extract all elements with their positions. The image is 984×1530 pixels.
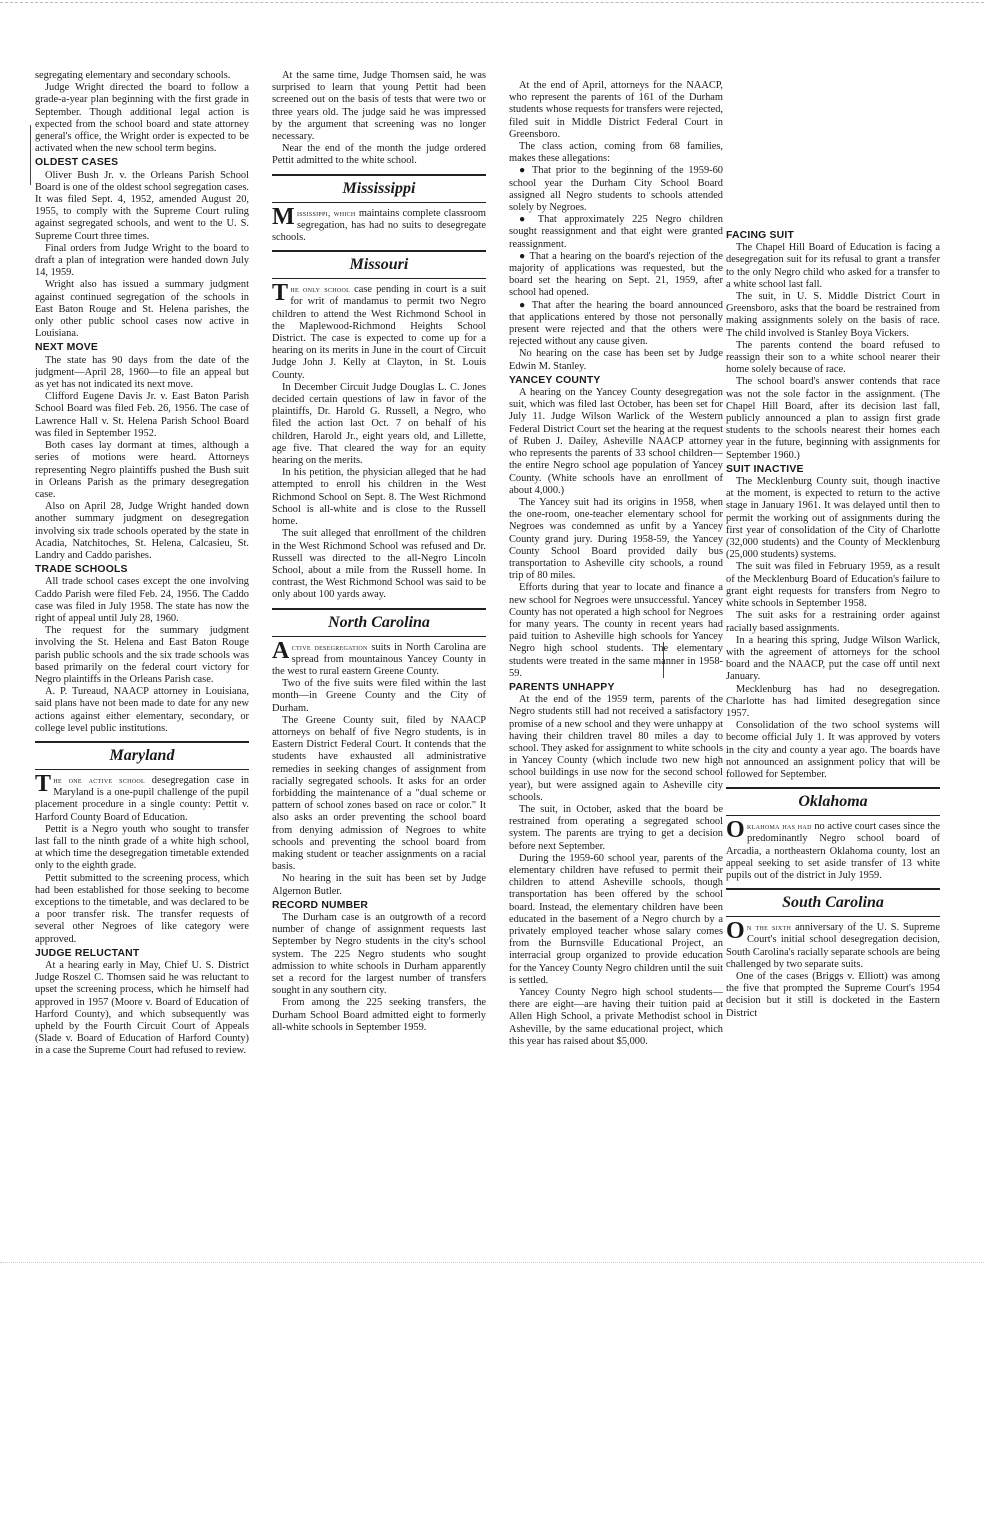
bullet-paragraph: ● That prior to the beginning of the 1959-60 school year the Durham City School Board assigned all Negro students to schools attended solely by Negroes. (509, 165, 723, 214)
section-title: Missouri (349, 256, 409, 274)
subheading-trade-schools: TRADE SCHOOLS (35, 564, 128, 576)
paragraph: Final orders from Judge Wright to the board to draft a plan of integration were handed down July 14, 1959. (35, 242, 249, 279)
section-header-maryland (35, 741, 249, 770)
paragraph: The parents contend the board refused to reassign their son to a white school nearer their home solely because of race. (726, 339, 940, 376)
subheading-oldest-cases: OLDEST CASES (35, 157, 119, 169)
lead-smallcaps: Mississippi, which (272, 203, 356, 230)
bullet-paragraph: ● That a hearing on the board's rejection of the majority of applications was requested, but the board set the hearing on Sept. 21, 1959, after school had opened. (509, 250, 723, 299)
subheading-next-move: NEXT MOVE (35, 342, 98, 354)
paragraph: At the end of the 1959 term, parents of the Negro students still had not received a satisfactory promise of a new school and they were unhappy at having their children travel 80 miles a day to school. They asked for assignment to white schools in Yancey County (which include two new high school buildings in use now for the second school year), but were assigned again to Asheville city schools. (509, 694, 723, 803)
paragraph: Oliver Bush Jr. v. the Orleans Parish School Board is one of the oldest school segregation cases. It was filed Sept. 4, 1952, amended August 20, 1955, to comply with the Supreme Court ruling against segregated schools, and went to the U. S. Supreme Court three times. (35, 169, 249, 242)
lead-smallcaps: Oklahoma has had (726, 817, 812, 844)
paragraph: A hearing on the Yancey County desegregation suit, which was filed last October, has been set for July 11. Judge Wilson Warlick of the Western Federal District Court set the hearing at the request of Ruben J. Dailey, Asheville NAACP attorney who represents the parents of 33 school children—the entire Negro school age population of Yancey County. (White schools have an enrollment of about 4,000.) (509, 387, 723, 496)
paragraph: Efforts during that year to locate and finance a new school for Negroes were unsuccessful. Yancey County has not operated a high school for Negroes for many years. The county in recent years had paid tuition to Asheville high schools for Yancey Negro high school students. The elementary students were treated in the same manner in 1958-59. (509, 582, 723, 679)
paragraph: The state has 90 days from the date of the judgment—April 28, 1960—to file an appeal but as yet has not indicated its next move. (35, 354, 249, 391)
lead-paragraph (726, 918, 940, 971)
section-rule (272, 202, 486, 203)
subheading-suit-inactive: SUIT INACTIVE (726, 463, 804, 475)
paragraph: The request for the summary judgment involving the St. Helena and East Baton Rouge parish public schools and the six trade schools was based primarily on the federal court victory for Negro plaintiffs in the Orleans Parish case. (35, 625, 249, 685)
paragraph: The Durham case is an outgrowth of a record number of change of assignment requests last September by Negro students in the city's school system. The 225 Negro students who sought admission to white schools in Durham apparently set a record for the largest number of transfers sought in any southern city. (272, 911, 486, 997)
paragraph: Mecklenburg has had no desegregation. Charlotte has had limited desegregation since 1957. (726, 683, 940, 719)
paragraph: The suit asks for a restraining order against racially based assignments. (726, 610, 940, 634)
lead-text: anniversary of the U. S. Supreme Court's initial school desegregation decision, South Carolina's racially separate schools are being challenged by two separate suits. (726, 922, 940, 970)
lead-paragraph (272, 637, 486, 679)
paragraph: Consolidation of the two school systems will become official July 1. It was approved by voters in the city and county a year ago. The boards have not announced an assignment policy that will be followed for September. (726, 720, 940, 780)
column-3 (509, 80, 723, 1245)
paragraph: Clifford Eugene Davis Jr. v. East Baton Parish School Board was filed Feb. 26, 1956. The case of Lawrence Hall v. St. Helena Parish School Board was filed in September 1952. (35, 391, 249, 439)
subheading-record-number: RECORD NUMBER (272, 899, 369, 911)
paragraph: The school board's answer contends that race was not the sole factor in the assignment. (The Chapel Hill Board, after its decision last fall, publicly announced a plan to assign first grade students to the schools nearest their homes each year in the future, beginning with assignments for September 1960.) (726, 376, 940, 461)
paragraph: At the same time, Judge Thomsen said, he was surprised to learn that young Pettit had been screened out on the basis of tests that were two or three years old. The judge said he was impressed by the argument that screening was no longer necessary. (272, 70, 486, 143)
bullet-paragraph: ● That approximately 225 Negro children sought reassignment and that eight were granted reassignment. (509, 214, 723, 250)
lead-paragraph (272, 280, 486, 382)
section-header-south-carolina (726, 888, 940, 917)
paragraph: The class action, coming from 68 families, makes these allegations: (509, 141, 723, 165)
paragraph: During the 1959-60 school year, parents of the elementary children have refused to permit their children to attend Asheville schools, though transportation has been offered by the school board. Instead, the elementary children have been educated in the basement of a Negro church by a privately employed teacher whose salary comes from the Burnsville Educational Project, an interracial group organized to provide education for the Yancey County Negro children until the suit is settled. (509, 852, 723, 986)
paragraph: The Greene County suit, filed by NAACP attorneys on behalf of five Negro students, is in Eastern District Federal Court. It contends that the students have exhausted all administrative remedies in seeking changes of assignment from racially segregated schools. It asks for an order forbidding the maintenance of a "dual scheme or pattern of school zones based on race or color." It also asks an order preventing the school board from denying admission of Negroes to white schools and preventing the school board from making student or teacher assignments on a racial basis. (272, 714, 486, 873)
lead-paragraph (272, 203, 486, 245)
paragraph: Two of the five suits were filed within the last month—in Greene County and the City of Durham. (272, 678, 486, 714)
section-rule (726, 787, 940, 789)
paragraph: All trade school cases except the one involving Caddo Parish were filed Feb. 24, 1956. The Caddo case was filed in July 1958. The state has now the right of appeal until July 28, 1960. (35, 576, 249, 624)
paragraph: A. P. Tureaud, NAACP attorney in Louisiana, said plans have not been made to date for any new actions against either elementary, secondary, or college level public institutions. (35, 686, 249, 734)
section-header-north-carolina (272, 608, 486, 637)
section-header-oklahoma (726, 787, 940, 816)
subheading-yancey-county: YANCEY COUNTY (509, 374, 601, 386)
section-header-missouri (272, 250, 486, 279)
subheading-parents-unhappy: PARENTS UNHAPPY (509, 681, 615, 693)
section-rule (726, 916, 940, 917)
section-header-mississippi (272, 174, 486, 203)
paragraph: One of the cases (Briggs v. Elliott) was among the five that prompted the Supreme Court's 1954 decision but it still is docketed in the Eastern District (726, 970, 940, 1019)
section-rule (35, 741, 249, 743)
lead-smallcaps: On the sixth (726, 918, 792, 945)
section-rule (35, 769, 249, 770)
paragraph: The suit alleged that enrollment of the children in the West Richmond School was refused and Dr. Russell was directed to the all-Negro Lincoln School, about a mile from the Russell home. In contrast, the West Richmond School was said to be only about 100 yards away. (272, 528, 486, 601)
section-rule (272, 608, 486, 610)
paragraph: Judge Wright directed the board to follow a grade-a-year plan beginning with the first grade in September. Though additional legal action is expected from the school board and state attorney general's office, the Wright order is expected to be activated when the new school term begins. (35, 82, 249, 155)
section-rule (726, 815, 940, 816)
paragraph: In December Circuit Judge Douglas L. C. Jones decided certain questions of law in favor of the plaintiffs, Dr. Harold G. Russell, a Negro, who filed the action last Oct. 7 on behalf of his children, Harold Jr., eight years old, and Lillette, age five. That cleared the way for an equity hearing on the merits. (272, 381, 486, 467)
paragraph: Near the end of the month the judge ordered Pettit admitted to the white school. (272, 143, 486, 167)
section-rule (726, 888, 940, 890)
column-1 (35, 70, 249, 1245)
paragraph: Both cases lay dormant at times, although a series of motions were heard. Attorneys representing Negro plaintiffs pushed the Bush suit in Orleans Parish as the primary desegregation case. (35, 440, 249, 500)
lead-text: desegregation case in Maryland is a one-pupil challenge of the pupil placement procedure in a single county: Pettit v. Harford County Board of Education. (35, 774, 249, 823)
paragraph: segregating elementary and secondary schools. (35, 70, 231, 81)
paragraph: Pettit is a Negro youth who sought to transfer last fall to the ninth grade of a white high school, at which time the desegregation timetable extended only to the eighth grade. (35, 823, 249, 872)
paragraph: At a hearing early in May, Chief U. S. District Judge Roszel C. Thomsen said he was reluctant to upset the screening process, which he himself had approved in 1957 (Moore v. Board of Education of Harford County), and which subsequently was upheld by the Fourth Circuit Court of Appeals (Slade v. Board of Education of Harford County) in a case the Supreme Court had refused to review. (35, 960, 249, 1057)
lead-text: no active court cases since the predominantly Negro school board of Arcadia, a northeastern Oklahoma county, lost an appeal seeking to set aside transfer of 13 white pupils out of the district in July 1959. (726, 821, 940, 881)
lead-text: case pending in court is a suit for writ of mandamus to permit two Negro children to attend the West Richmond School in the Maplewood-Richmond Heights School District. The case is expected to come up for a hearing on its merits in June in the court of Circuit Judge John J. Kelly at Clayton, in St. Louis County. (272, 284, 486, 381)
section-rule (272, 174, 486, 176)
section-rule (272, 278, 486, 279)
paragraph: Wright also has issued a summary judgment against continued segregation of the schools in East Baton Rouge and St. Helena parishes, the only other public school cases now active in Louisiana. (35, 279, 249, 340)
lead-paragraph (35, 770, 249, 824)
paragraph: The Yancey suit had its origins in 1958, when the one-room, one-teacher elementary school for Negroes was condemned as unfit by a Yancey County grand jury. During 1958-59, the Yancey County School Board provided daily bus transportation to Asheville city schools, a round trip of 80 miles. (509, 496, 723, 582)
margin-mark (30, 125, 31, 185)
paragraph: Yancey County Negro high school students—there are eight—are having their tuition paid at Allen High School, a private Methodist school in Asheville, by the same educational project, which this year has raised about $5,000. (509, 987, 723, 1047)
lead-smallcaps: The only school (272, 280, 351, 307)
paragraph: In a hearing this spring, Judge Wilson Warlick, with the agreement of attorneys for the school board and the NAACP, put the case off until next January. (726, 634, 940, 683)
column-4 (726, 228, 940, 1228)
section-rule (272, 636, 486, 637)
paragraph: The Chapel Hill Board of Education is facing a desegregation suit for its refusal to grant a transfer to the only Negro child who asked for a transfer to a white school last fall. (726, 242, 940, 290)
subheading-facing-suit: FACING SUIT (726, 230, 795, 241)
column-2 (272, 70, 486, 1220)
paragraph: At the end of April, attorneys for the NAACP, who represent the parents of 161 of the Durham students whose requests for transfers were rejected, filed suit in Middle District Federal Court in Greensboro. (509, 80, 723, 140)
paragraph: No hearing on the case has been set by Judge Edwin M. Stanley. (509, 348, 723, 372)
paragraph: The suit, in U. S. Middle District Court in Greensboro, asks that the board be restrained from making assignments solely on the basis of race. The child involved is Stanley Boya Vickers. (726, 291, 940, 339)
paragraph: Also on April 28, Judge Wright handed down another summary judgment on desegregation involving six trade schools operated by the state in Acadia, Natchitoches, St. Helena, Calcasieu, St. Landry and Caddo parishes. (35, 501, 249, 561)
paragraph: From among the 225 seeking transfers, the Durham School Board admitted eight to formerly all-white schools in September 1959. (272, 997, 486, 1033)
paragraph: In his petition, the physician alleged that he had attempted to enroll his children in the West Richmond School on Sept. 8. The West Richmond School is all-white and is close to the Russell home. (272, 467, 486, 528)
paragraph: The suit was filed in February 1959, as a result of the Mecklenburg Board of Education's failure to grant eight requests for transfers from Negro to white schools in September 1958. (726, 561, 940, 610)
subheading-judge-reluctant: JUDGE RELUCTANT (35, 947, 140, 959)
lead-paragraph (726, 817, 940, 882)
section-rule (272, 250, 486, 252)
bottom-page-edge (0, 1262, 984, 1263)
section-title: South Carolina (782, 894, 884, 912)
bullet-paragraph: ● That after the hearing the board announced that applications entered by those not personally present were rejected and that the others were rejected without any cause given. (509, 299, 723, 348)
paragraph: The suit, in October, asked that the board be restrained from operating a segregated school system. The parents are trying to get a decision before next September. (509, 803, 723, 852)
section-title: Oklahoma (798, 793, 868, 811)
section-title: Mississippi (342, 179, 416, 197)
paragraph: No hearing in the suit has been set by Judge Algernon Butler. (272, 873, 486, 897)
section-title: Maryland (109, 746, 175, 764)
lead-smallcaps: The one active school (35, 770, 145, 797)
lead-text: suits in North Carolina are spread from mountainous Yancey County in the west to rural eastern Greene County. (272, 641, 486, 677)
lead-text: maintains complete classroom segregation, has had no suits to desegregate schools. (272, 207, 486, 244)
top-page-edge (0, 2, 984, 3)
paragraph: The Mecklenburg County suit, though inactive at the moment, is expected to return to the active stage in January 1961. It was delayed until then to permit the working out of assignments during the first year of consolidation of the City of Charlotte (32,000 students) and the County of Mecklenburg (25,000 students) systems. (726, 476, 940, 561)
section-title: North Carolina (328, 613, 430, 631)
lead-smallcaps: Active desegregation (272, 637, 368, 664)
paragraph: Pettit submitted to the screening process, which had been established for those seeking to become exceptions to the timetable, and was declared to be a poor transfer risk. The transfer requests of several other Negroes of like category were approved. (35, 872, 249, 945)
